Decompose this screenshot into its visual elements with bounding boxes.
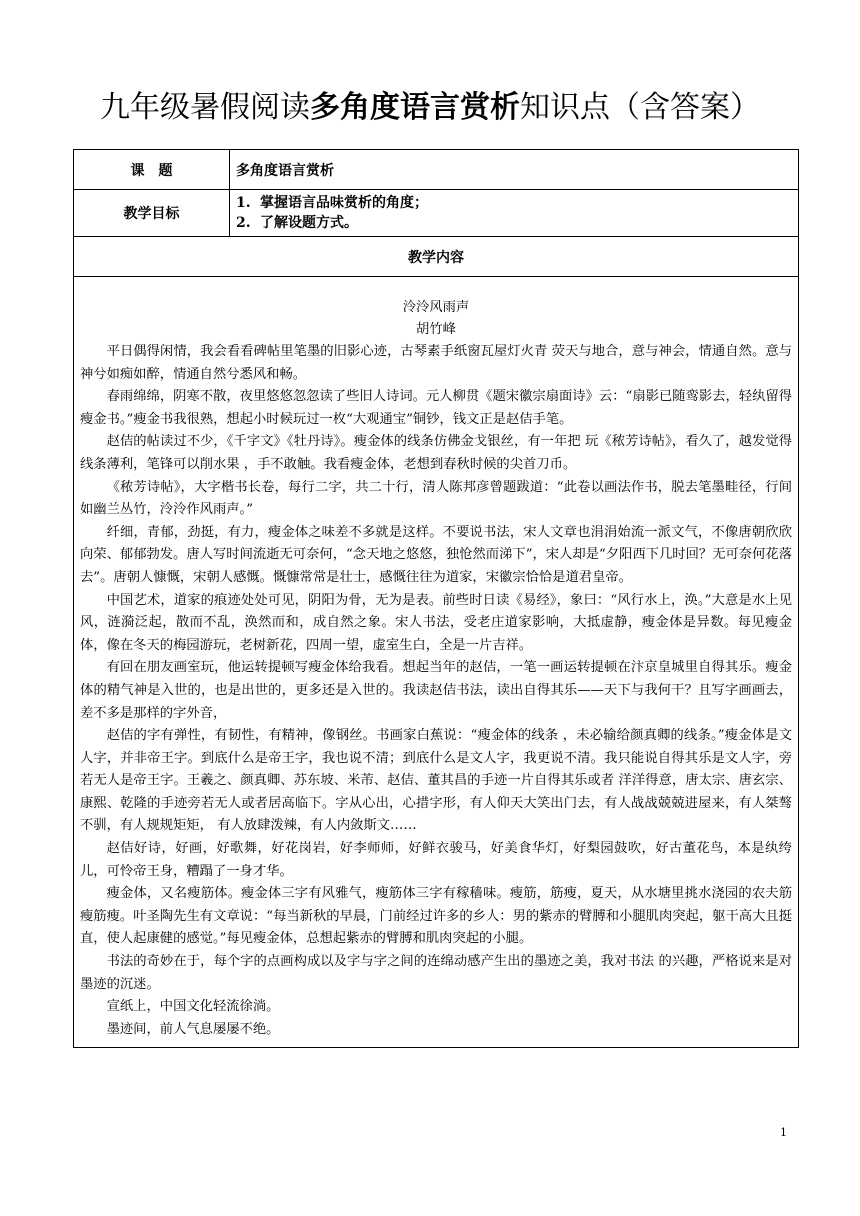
topic-label: 课 题: [74, 150, 230, 190]
article-paragraph: 春雨绵绵，阴寒不散，夜里悠悠忽忽读了些旧人诗词。元人柳贯《题宋徽宗扇面诗》云：“扇影已随鸾影去，轻纨留得瘦金书。”瘦金书我很熟，想起小时候玩过一枚“大观通宝”铜钞，钱文正是赵佶手笔。: [80, 389, 792, 427]
goal-text: 掌握语言品味赏析的角度；: [260, 195, 428, 211]
article-paragraph: 书法的奇妙在于，每个字的点画构成以及字与字之间的连绵动感产生出的墨迹之美，我对书法 的兴趣，严格说来是对墨迹的沉迷。: [80, 954, 792, 992]
article-paragraph: 赵佶的字有弹性，有韧性，有精神，像钢丝。书画家白蕉说：“瘦金体的线条 ，未必输给颜真卿的线条。”瘦金体是文人字，并非帝王字。到底什么是帝王字，我也说不清；到底什么是文人字，我更说不清。我只能说自得其乐是文人字，旁若无人是帝王字。王羲之、颜真卿、苏东坡、米芾、赵佶、董其昌的手迹一片自得其乐或者 洋洋得意，唐太宗、唐玄宗、康熙、乾隆的手迹旁若无人或者居高临下。字从心出，心措字形，有人仰天大笑出门去，有人战战兢兢进屋来，有人桀骜不驯，有人规规矩矩， 有人放肆泼辣，有人内敛斯文……: [80, 728, 792, 834]
goal-label: 教学目标: [74, 190, 230, 237]
article-paragraph: 《秾芳诗帖》，大字楷书长卷，每行二字，共二十行，清人陈邦彦曾题跋道：“此卷以画法作书，脱去笔墨畦径，行间如幽兰丛竹，泠泠作风雨声。”: [80, 479, 792, 518]
page-number: 1: [780, 1126, 787, 1139]
article-paragraph: 有回在朋友画室玩，他运转提顿写瘦金体给我看。想起当年的赵佶，一笔一画运转提顿在汴京皇城里自得其乐。瘦金体的精气神是入世的，也是出世的，更多还是入世的。我读赵佶书法，读出自得其乐——天下与我何干？且写字画画去，差不多是那样的字外音，: [80, 660, 792, 721]
article-body: [74, 277, 799, 1048]
article-paragraph: 墨迹间，前人气息屡屡不绝。: [106, 1021, 280, 1037]
title-bold: 多角度语言赏析: [310, 90, 520, 125]
title-suffix: 知识点（含答案）: [520, 90, 760, 125]
article-paragraph: 平日偶得闲情，我会看看碑帖里笔墨的旧影心迹，古琴素手纸窗瓦屋灯火青 荧天与地合，意与神会，情通自然。意与神兮如痴如醉，情通自然兮悉风和畅。: [80, 344, 792, 382]
title-prefix: 九年级暑假阅读: [100, 90, 310, 125]
goal-item: [236, 193, 797, 213]
content-row: [74, 277, 799, 1048]
article-title: 泠泠风雨声: [402, 300, 470, 315]
document-title: [0, 82, 860, 126]
goal-number: 2.: [236, 215, 251, 231]
article-paragraph: 赵佶的帖读过不少，《千字文》《牡丹诗》。瘦金体的线条仿佛金戈银丝，有一年把 玩《秾芳诗帖》，看久了，越发觉得线条薄利，笔锋可以削水果 ，手不敢触。我看瘦金体，老想到春秋时候的尖首刀币。: [80, 434, 792, 472]
article-paragraph: 纤细，青郁，劲挺，有力，瘦金体之味差不多就是这样。不要说书法，宋人文章也涓涓始流一派文气，不像唐朝欣欣向荣、郁郁勃发。唐人写时间流逝无可奈何，“念天地之悠悠，独怆然而涕下”，宋人却是“夕阳西下几时回？无可奈何花落去”。唐朝人慷慨，宋朝人感慨。慨慷常常是壮士，感慨往往为道家，宋徽宗恰恰是道君皇帝。: [80, 524, 792, 585]
article-paragraph: 中国艺术，道家的痕迹处处可见，阴阳为骨，无为是表。前些时日读《易经》，象曰：“风行水上，涣。”大意是水上见风，涟漪泛起，散而不乱，涣然而和，成自然之象。宋人书法，受老庄道家影响，大抵虚静，瘦金体是异数。每见瘦金体，像在冬天的梅园游玩，老树新花，四周一望，虚室生白，全是一片吉祥。: [80, 592, 792, 653]
content-header-row: [74, 237, 799, 277]
goal-row: [74, 190, 799, 237]
goal-item: [236, 213, 797, 233]
goal-text: 了解设题方式。: [260, 215, 358, 231]
article-paragraph: 瘦金体，又名瘦筋体。瘦金体三字有风雅气，瘦筋体三字有稼穑味。瘦筋，筋瘦，夏天，从水塘里挑水浇园的农夫筋瘦筋瘦。叶圣陶先生有文章说：“每当新秋的早晨，门前经过许多的乡人：男的紫赤的臂膊和小腿肌肉突起，躯干高大且挺直，使人起康健的感觉。”每见瘦金体，总想起紫赤的臂膊和肌肉突起的小腿。: [80, 886, 792, 947]
topic-row: [74, 150, 799, 190]
content-label: 教学内容: [74, 237, 799, 277]
goal-number: 1.: [236, 195, 251, 211]
goal-list: [230, 190, 799, 237]
lesson-table: [73, 149, 799, 1048]
article-paragraph: 宣纸上，中国文化轻流徐淌。: [106, 999, 280, 1015]
article-author: 胡竹峰: [416, 322, 456, 337]
topic-value: 多角度语言赏析: [230, 150, 799, 190]
article-paragraph: 赵佶好诗，好画，好歌舞，好花岗岩，好李师师，好鲜衣骏马，好美食华灯，好梨园鼓吹，好古董花鸟，本是纨绔儿，可怜帝王身，糟蹋了一身才华。: [80, 841, 792, 879]
